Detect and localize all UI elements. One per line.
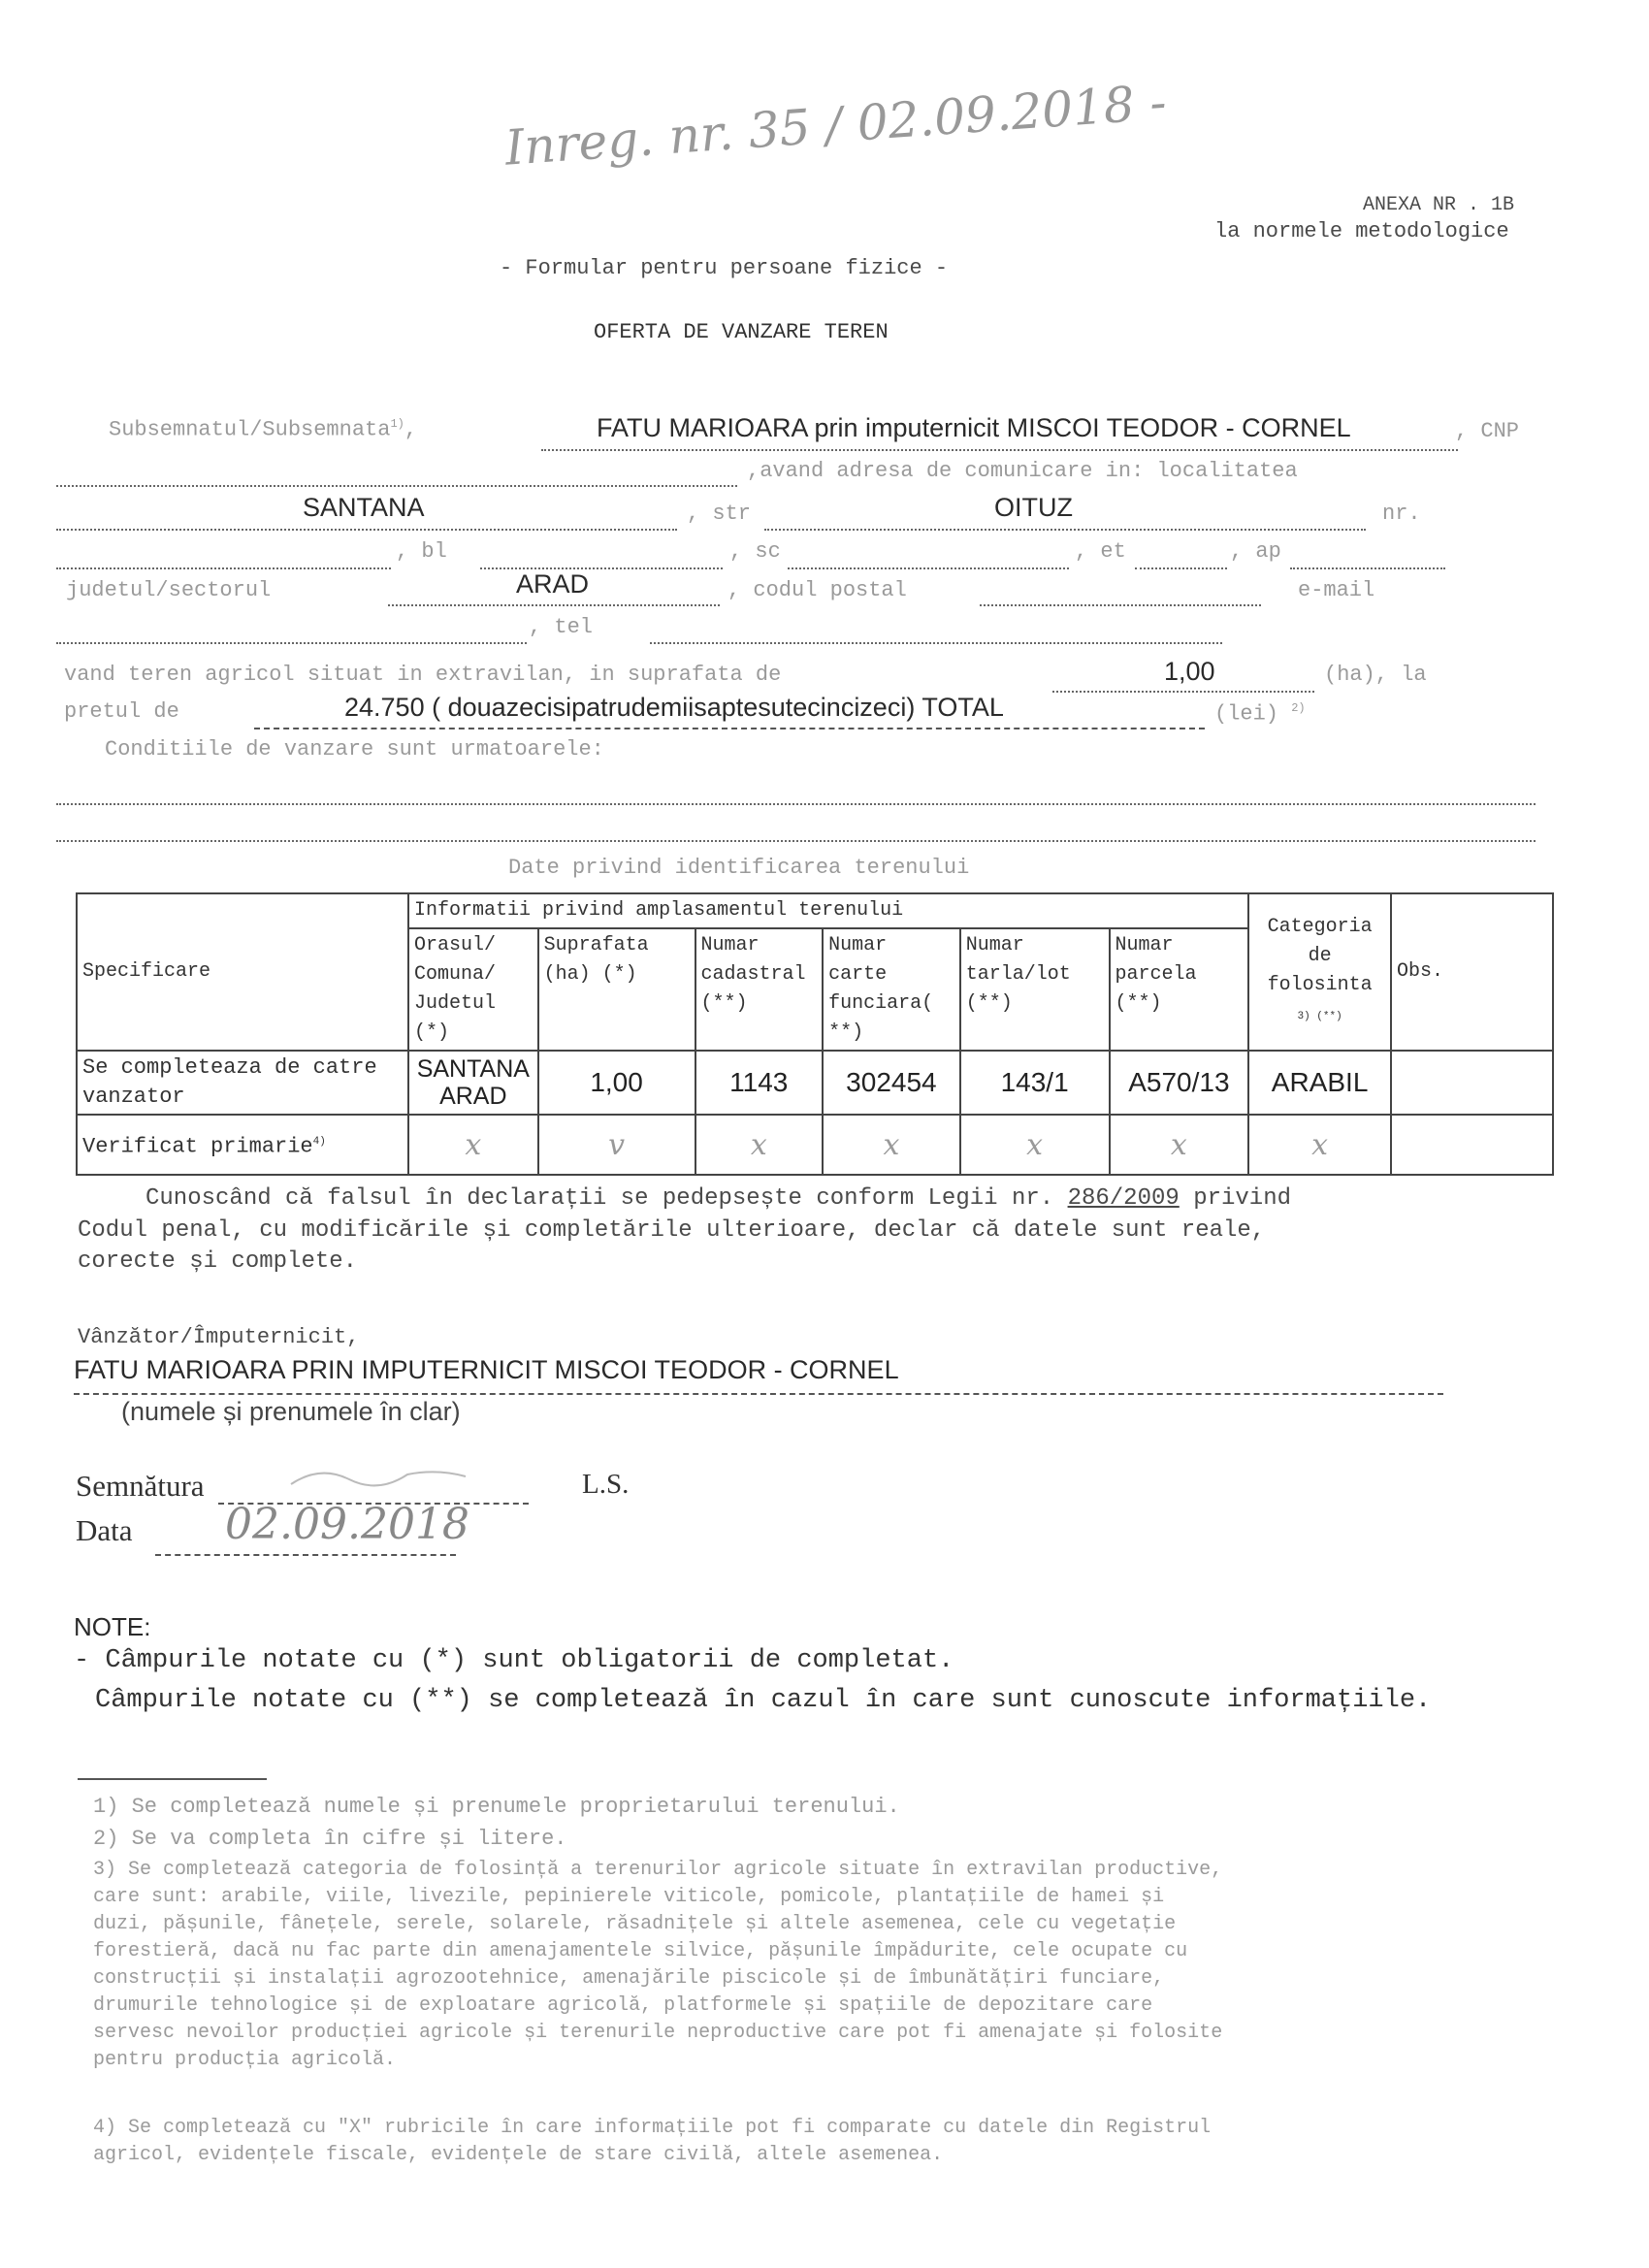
table-row-seller xyxy=(77,1051,1553,1115)
header-land-book: Numar carte funciara( **) xyxy=(823,928,960,1051)
label-number: nr. xyxy=(1382,502,1421,526)
signer-name-hint: (numele și prenumele în clar) xyxy=(121,1397,461,1426)
footnote-1: 1) Se completează numele și prenumele proprietarului terenului. xyxy=(93,1795,900,1819)
header-tarla: Numar tarla/lot (**) xyxy=(960,928,1110,1051)
email-line xyxy=(56,642,527,644)
footnote-4: 4) Se completează cu "X" rubricile în care informațiile pot fi comparate cu datele din Registrul xyxy=(93,2117,1212,2139)
signature-mark xyxy=(281,1455,475,1504)
verified-obs xyxy=(1391,1115,1553,1175)
cell-area: 1,00 xyxy=(538,1051,695,1115)
header-locality: Orasul/ Comuna/ Judetul (*) xyxy=(408,928,538,1051)
seller-name: FATU MARIOARA prin imputernicit MISCOI TEODOR - CORNEL xyxy=(597,413,1351,442)
row-seller-label: Se completeaza de catre vanzator xyxy=(77,1051,408,1115)
label-conditions: Conditiile de vanzare sunt urmatoarele: xyxy=(105,737,604,761)
footnote-3-line-6: drumurile tehnologice și de exploatare agricolă, platformele și spațiile de depozitare care xyxy=(93,1994,1153,2017)
form-type: - Formular pentru persoane fizice - xyxy=(500,256,949,280)
conditions-line-2 xyxy=(56,840,1536,842)
footnote-separator xyxy=(78,1778,267,1780)
footnote-3-line-8: pentru producția agricolă. xyxy=(93,2049,397,2071)
street-line xyxy=(764,529,1366,531)
conditions-line-1 xyxy=(56,803,1536,805)
label-street: , str xyxy=(687,502,752,526)
verified-mark-tarla: x xyxy=(960,1115,1110,1175)
header-cadastral: Numar cadastral (**) xyxy=(695,928,824,1051)
footnote-3-line-7: servesc nevoilor producției agricole și terenurile neproductive care pot fi amenajate și folosite xyxy=(93,2022,1223,2044)
seller-locality: SANTANA xyxy=(303,493,425,522)
row-verified-label: Verificat primarie$^{4)}$ xyxy=(77,1115,408,1175)
label-email: e-mail xyxy=(1298,578,1375,602)
footnote-3-line-4: forestieră, dacă nu fac parte din amenajamentele silvice, pășunile împădurite, cele ocupate cu xyxy=(93,1940,1188,1962)
staircase-line xyxy=(788,567,1069,569)
declaration-line-1: Cunoscând că falsul în declarații se pedepsește conform Legii nr. 286/2009 privind xyxy=(146,1185,1292,1212)
label-seal: L.S. xyxy=(582,1469,630,1500)
header-obs: Obs. xyxy=(1391,893,1553,1051)
signer-name-line xyxy=(74,1393,1443,1395)
seller-name-line xyxy=(541,449,1458,451)
label-area-unit: (ha), la xyxy=(1324,663,1427,687)
verified-mark-parcel: x xyxy=(1110,1115,1249,1175)
annex-subtitle: la normele metodologice xyxy=(1214,219,1509,243)
footnote-2: 2) Se va completa în cifre și litere. xyxy=(93,1827,567,1851)
footnote-4-line-2: agricol, evidențele fiscale, evidențele de stare civilă, altele asemenea. xyxy=(93,2144,944,2166)
label-date: Data xyxy=(76,1513,133,1547)
annex-number: ANEXA NR . 1B xyxy=(1363,194,1515,216)
land-identification-table xyxy=(76,892,1554,1176)
label-apartment: , ap xyxy=(1230,539,1281,564)
label-staircase: , sc xyxy=(729,539,781,564)
cell-tarla: 143/1 xyxy=(960,1051,1110,1115)
declaration-line-3: corecte și complete. xyxy=(78,1248,358,1275)
floor-line xyxy=(1135,567,1227,569)
label-address: ,avand adresa de comunicare in: localitatea xyxy=(747,459,1298,483)
registration-handwritten-note: Inreg. nr. 35 / 02.09.2018 - xyxy=(502,74,1169,177)
signer-date: 02.09.2018 xyxy=(225,1500,469,1549)
phone-line xyxy=(650,642,1222,644)
label-area: vand teren agricol situat in extravilan, in suprafata de xyxy=(64,663,782,687)
law-number: 286/2009 xyxy=(1067,1185,1180,1212)
declaration-line-2: Codul penal, cu modificările și completările ulterioare, declar că datele sunt reale, xyxy=(78,1217,1266,1244)
cell-obs xyxy=(1391,1051,1553,1115)
seller-street: OITUZ xyxy=(994,493,1073,522)
footnote-3-line-2: care sunt: arabile, viile, livezile, pepinierele viticole, pomicole, plantațiile de hamei și xyxy=(93,1886,1165,1908)
footnote-3-line-3: duzi, pășunile, fânețele, serele, solarele, răsadnițele și altele asemenea, cele cu vegetație xyxy=(93,1913,1177,1935)
label-block: , bl xyxy=(396,539,447,564)
cell-category: ARABIL xyxy=(1248,1051,1391,1115)
price-line xyxy=(254,728,1205,729)
label-signature: Semnătura xyxy=(76,1469,205,1503)
footnote-3: 3) Se completează categoria de folosință a terenurilor agricole situate în extravilan productive, xyxy=(93,1859,1223,1881)
label-undersigned: Subsemnatul/Subsemnata$^{1)}$, xyxy=(109,417,418,442)
table-row-verified xyxy=(77,1115,1553,1175)
verified-mark-locality: x xyxy=(408,1115,538,1175)
verified-mark-cadastral: x xyxy=(695,1115,824,1175)
label-floor: , et xyxy=(1075,539,1126,564)
label-cnp: , CNP xyxy=(1455,419,1520,443)
cell-land-book: 302454 xyxy=(823,1051,960,1115)
date-line xyxy=(155,1554,456,1556)
signer-label: Vânzător/Împuternicit, xyxy=(78,1325,360,1349)
verified-mark-land-book: x xyxy=(823,1115,960,1175)
label-price: pretul de xyxy=(64,699,179,724)
header-category: Categoria de folosinta 3) (**) xyxy=(1248,893,1391,1051)
label-phone: , tel xyxy=(529,615,594,639)
header-location-group: Informatii privind amplasamentul terenului xyxy=(408,893,1248,928)
signer-name: FATU MARIOARA PRIN IMPUTERNICIT MISCOI TEODOR - CORNEL xyxy=(74,1355,899,1384)
sale-price: 24.750 ( douazecisipatrudemiisaptesutecincizeci) TOTAL xyxy=(344,693,1004,722)
cell-parcel: A570/13 xyxy=(1110,1051,1249,1115)
note-line-1: - Câmpurile notate cu (*) sunt obligatorii de completat. xyxy=(74,1646,954,1675)
cnp-line xyxy=(56,485,737,487)
county-line xyxy=(388,604,720,606)
table-caption: Date privind identificarea terenului xyxy=(508,856,970,880)
label-currency: (lei) $^{2)}$ xyxy=(1214,701,1306,727)
sale-area: 1,00 xyxy=(1164,657,1215,686)
label-county: judetul/sectorul xyxy=(66,578,272,602)
area-line xyxy=(1052,691,1314,693)
cell-cadastral: 1143 xyxy=(695,1051,824,1115)
cell-locality: SANTANA ARAD xyxy=(408,1051,538,1115)
header-specification: Specificare xyxy=(77,893,408,1051)
footnote-3-line-5: construcții și instalații agrozootehnice, amenajările piscicole și de îmbunătățiri funciare, xyxy=(93,1967,1165,1990)
locality-line xyxy=(56,529,677,531)
header-parcel: Numar parcela (**) xyxy=(1110,928,1249,1051)
apartment-line xyxy=(1290,567,1445,569)
header-area: Suprafata (ha) (*) xyxy=(538,928,695,1051)
notes-title: NOTE: xyxy=(74,1612,151,1641)
page-title: OFERTA DE VANZARE TEREN xyxy=(594,320,889,344)
verified-mark-area: v xyxy=(538,1115,695,1175)
postal-line xyxy=(980,604,1261,606)
label-postal: , codul postal xyxy=(728,578,907,602)
seller-county: ARAD xyxy=(516,569,590,599)
number-line xyxy=(56,567,391,569)
verified-mark-category: x xyxy=(1248,1115,1391,1175)
note-line-2: Câmpurile notate cu (**) se completează în cazul în care sunt cunoscute informațiile. xyxy=(95,1686,1432,1715)
